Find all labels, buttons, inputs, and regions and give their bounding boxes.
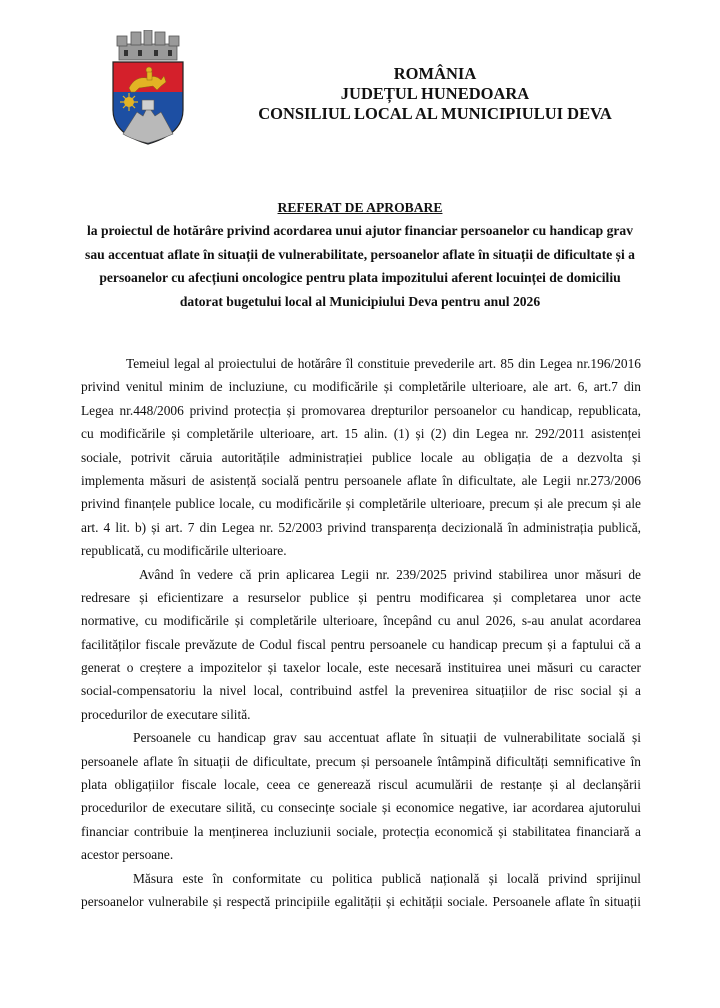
text-line: republicată, cu modificările ulterioare. [81, 543, 287, 559]
paragraph-context [81, 563, 641, 727]
text-line: Persoanele cu handicap grav sau accentuat aflate în situații de vulnerabilitate socială și [133, 730, 641, 746]
document-title-block [80, 196, 640, 313]
county-name: JUDEȚUL HUNEDOARA [340, 84, 530, 103]
title-subline: sau accentuat aflate în situații de vulnerabilitate, persoanelor aflate în situații de dificultate și a [85, 246, 635, 262]
text-line: persoanele aflate în situații de dificultate, precum și persoanele întâmpină dificultăți semnificative în [81, 753, 641, 769]
text-line: social-compensatoriu la nivel local, contribuind astfel la prevenirea situațiilor de risc social și a [81, 683, 641, 699]
text-line: procedurilor de executare silită. [81, 706, 251, 722]
text-line: privind venitul minim de incluziune, cu modificările și completările ulterioare, ale art. 6, art.7 din [81, 379, 641, 395]
text-line: Temeiul legal al proiectului de hotărâre îl constituie prevederile art. 85 din Legea nr.196/2016 [126, 356, 641, 371]
paragraph-conformity [81, 867, 641, 914]
deva-coat-of-arms [109, 30, 187, 146]
text-line: plata obligațiilor fiscale locale, ceea ce generează riscul acumulării de restanțe și al declanșării [81, 777, 641, 793]
text-line: sociale, potrivit căruia autoritățile administrației publice locale au obligația de a dezvolta și [81, 449, 641, 465]
title-subline: la proiectul de hotărâre privind acordarea unui ajutor financiar persoanelor cu handicap grav [86, 223, 634, 239]
mural-crown [117, 30, 179, 60]
text-line: Având în vedere că prin aplicarea Legii nr. 239/2025 privind stabilirea unor măsuri de [139, 566, 641, 582]
text-line: procedurilor de executare silită, cu consecințe sociale și economice negative, iar acordarea ajutorului [81, 800, 641, 816]
document-body [81, 352, 641, 913]
text-line: generat o creștere a impozitelor și taxelor locale, este necesară instituirea unei măsuri cu caracter [81, 660, 641, 676]
document-title: REFERAT DE APROBARE [277, 200, 443, 215]
title-subline: persoanelor cu afecțiuni oncologice pentru plata impozitului aferent locuinței de domiciliu [99, 270, 621, 286]
text-line: Măsura este în conformitate cu politica publică națională și locală privind sprijinul [133, 870, 641, 886]
fortress-icon [142, 100, 154, 110]
title-subline: datorat bugetului local al Municipiului Deva pentru anul 2026 [179, 293, 541, 309]
text-line: art. 4 lit. b) și art. 7 din Legea nr. 52/2003 privind transparența decizională în administrația publică, [81, 519, 641, 535]
country-name: ROMÂNIA [393, 64, 477, 83]
text-line: acestor persoane. [81, 847, 174, 863]
text-line: normative, cu modificările și completările ulterioare, începând cu anul 2026, s-au anulat acordarea [81, 613, 641, 629]
document-header [230, 64, 640, 124]
council-name: CONSILIUL LOCAL AL MUNICIPIULUI DEVA [258, 104, 612, 123]
paragraph-beneficiaries [81, 726, 641, 866]
text-line: cu modificările și completările ulterioare, art. 15 alin. (1) și (2) din Legea nr. 292/2011 asistenței [81, 426, 641, 442]
text-line: privind finanțele publice locale, cu modificările și completările ulterioare, precum și ale precum și ale [81, 496, 641, 512]
text-line: redresare și eficientizare a resurselor publice și pentru modificarea și completarea unor acte [81, 589, 641, 605]
paragraph-legal-basis [81, 352, 641, 563]
text-line: financiar contribuie la menținerea incluziunii sociale, protecția economică și stabilitatea financiară a [81, 823, 641, 839]
text-line: persoanelor vulnerabile și respectă principiile egalității și echității sociale. Persoanele aflate în situații [81, 893, 641, 909]
text-line: implementa măsuri de asistență socială pentru persoanele aflate în dificultate, ale Legii nr.273/2006 [81, 472, 641, 488]
text-line: facilităților fiscale prevăzute de Codul fiscal pentru persoanele cu handicap precum și a faptului că a [81, 636, 641, 652]
text-line: Legea nr.448/2006 privind protecția și promovarea drepturilor persoanelor cu handicap, republicata, [81, 402, 641, 418]
